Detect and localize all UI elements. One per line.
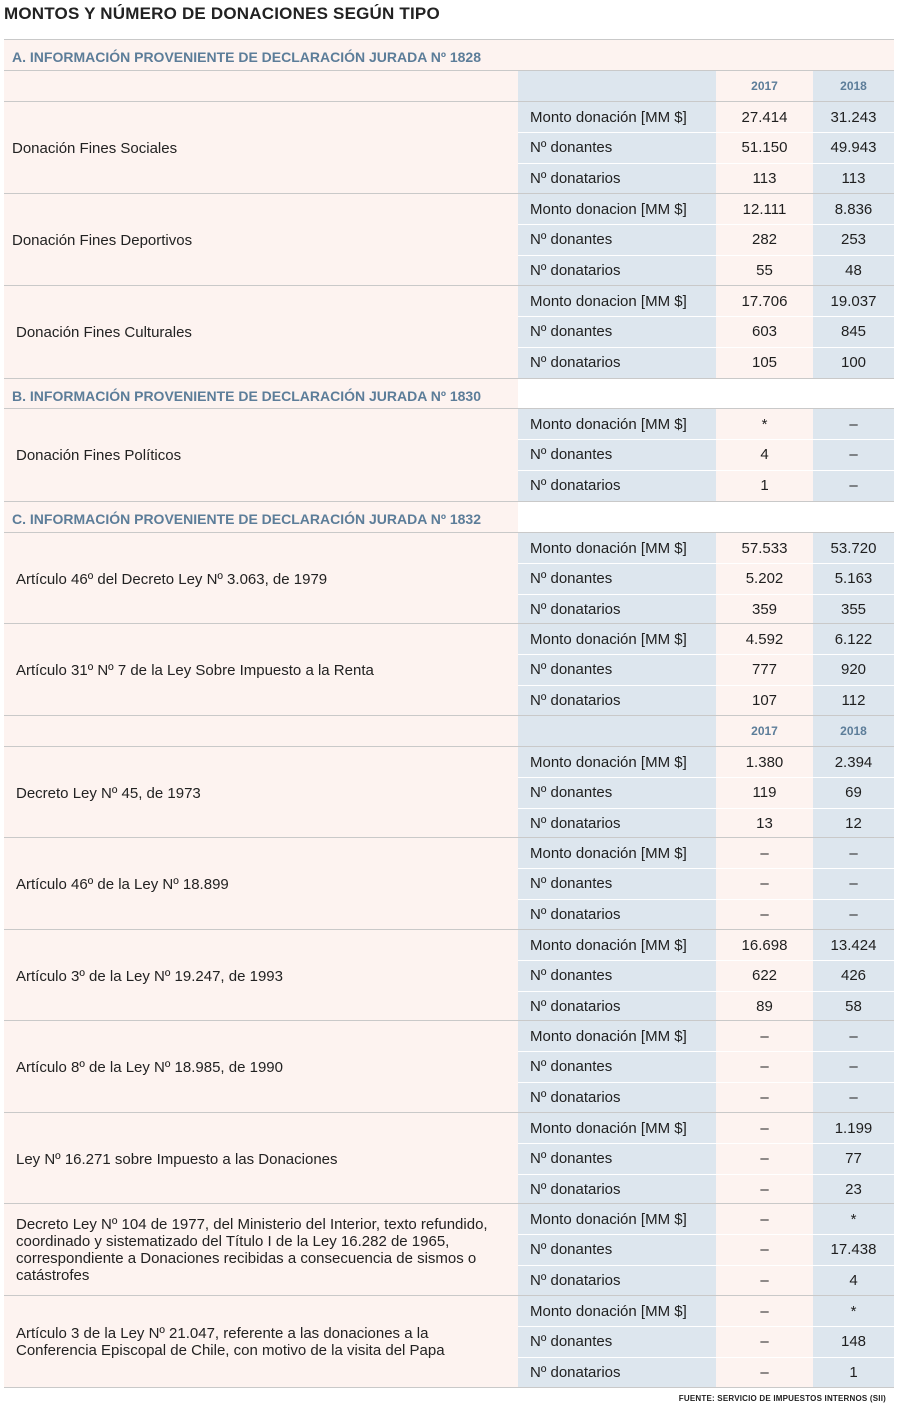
- value-2017: –: [716, 1021, 813, 1051]
- table-row: [518, 1204, 894, 1234]
- value-2018: –: [813, 1051, 894, 1082]
- year-header-metric-blank: [518, 71, 716, 102]
- table-row: [518, 685, 894, 716]
- year-2018-header: [813, 71, 894, 102]
- group-label: Artículo 31º Nº 7 de la Ley Sobre Impuesto a la Renta: [4, 624, 518, 716]
- metric-label: Nº donatarios: [518, 1265, 716, 1296]
- section-divider: [4, 1387, 894, 1388]
- value-2018: 1.199: [813, 1113, 894, 1143]
- metric-label: Monto donación [MM $]: [518, 533, 716, 563]
- table-row: [518, 1051, 894, 1082]
- table-row: [518, 1357, 894, 1388]
- value-2017: –: [716, 868, 813, 899]
- value-2018: 426: [813, 960, 894, 991]
- row-divider: [518, 470, 894, 471]
- group-label: Donación Fines Sociales: [4, 102, 518, 194]
- value-2018: –: [813, 470, 894, 501]
- year-2017-header: [716, 71, 813, 102]
- group-divider: [4, 623, 894, 624]
- table-row: [518, 594, 894, 625]
- section-b-label: B. INFORMACIÓN PROVENIENTE DE DECLARACIÓN JURADA Nº 1830: [12, 388, 481, 404]
- value-2017: 5.202: [716, 563, 813, 594]
- group-label: Decreto Ley Nº 104 de 1977, del Ministerio del Interior, texto refundido, coordinado y sistematizado del Título I de la Ley 16.282 de 1965, correspondiente a Donaciones recibidas a consecuencia de sismos o catástrofes: [4, 1204, 518, 1296]
- metric-label: Nº donatarios: [518, 899, 716, 930]
- row-divider: [518, 777, 894, 778]
- year-2018-label-mid: 2018: [840, 724, 867, 738]
- donation-group: [4, 102, 894, 194]
- metric-label: Nº donatarios: [518, 991, 716, 1022]
- table-row: [518, 654, 894, 685]
- group-label: Donación Fines Deportivos: [4, 194, 518, 286]
- table-row: [518, 163, 894, 194]
- section-header-a: [4, 40, 894, 71]
- value-2018: 17.438: [813, 1234, 894, 1265]
- value-2017: –: [716, 1204, 813, 1234]
- group-divider: [4, 1203, 894, 1204]
- metric-label: Nº donatarios: [518, 685, 716, 716]
- donation-group: [4, 838, 894, 930]
- value-2017: –: [716, 1265, 813, 1296]
- table-row: [518, 1296, 894, 1326]
- table-row: [518, 132, 894, 163]
- value-2017: 16.698: [716, 930, 813, 960]
- row-divider: [518, 132, 894, 133]
- section-c-label: C. INFORMACIÓN PROVENIENTE DE DECLARACIÓN JURADA Nº 1832: [12, 511, 481, 527]
- group-label: Donación Fines Políticos: [4, 409, 518, 501]
- value-2017: –: [716, 1143, 813, 1174]
- year-2018-label: 2018: [840, 79, 867, 93]
- group-label: Artículo 46º de la Ley Nº 18.899: [4, 838, 518, 930]
- table-row: [518, 1021, 894, 1051]
- value-2017: 55: [716, 255, 813, 286]
- group-divider: [4, 101, 894, 102]
- value-2017: –: [716, 1326, 813, 1357]
- value-2017: 622: [716, 960, 813, 991]
- table-row: [518, 316, 894, 347]
- table-row: [518, 409, 894, 439]
- value-2018: 920: [813, 654, 894, 685]
- metric-label: Monto donación [MM $]: [518, 102, 716, 132]
- value-2018: 113: [813, 163, 894, 194]
- metric-label: Monto donación [MM $]: [518, 1021, 716, 1051]
- donation-group: [4, 286, 894, 378]
- value-2018: 100: [813, 347, 894, 378]
- value-2017: 603: [716, 316, 813, 347]
- section-header-b: [4, 379, 518, 410]
- metric-label: Nº donatarios: [518, 1357, 716, 1388]
- value-2018: –: [813, 409, 894, 439]
- metric-label: Nº donatarios: [518, 594, 716, 625]
- value-2018: –: [813, 439, 894, 470]
- page-title: MONTOS Y NÚMERO DE DONACIONES SEGÚN TIPO: [4, 4, 440, 23]
- table-row: [518, 470, 894, 501]
- value-2017: 17.706: [716, 286, 813, 316]
- value-2018: 148: [813, 1326, 894, 1357]
- table-row: [518, 1113, 894, 1143]
- group-label: Artículo 46º del Decreto Ley Nº 3.063, de 1979: [4, 533, 518, 625]
- year-2017-header-mid: [716, 716, 813, 747]
- metric-label: Monto donación [MM $]: [518, 838, 716, 868]
- value-2017: –: [716, 1234, 813, 1265]
- value-2018: 845: [813, 316, 894, 347]
- value-2017: –: [716, 1174, 813, 1205]
- value-2018: 1: [813, 1357, 894, 1388]
- group-divider: [4, 532, 894, 533]
- group-divider: [4, 408, 894, 409]
- group-label: Artículo 3 de la Ley Nº 21.047, referente a las donaciones a la Conferencia Episcopal de Chile, con motivo de la visita del Papa: [4, 1296, 518, 1388]
- row-divider: [518, 1174, 894, 1175]
- row-divider: [518, 685, 894, 686]
- row-divider: [518, 563, 894, 564]
- row-divider: [518, 439, 894, 440]
- metric-label: Nº donantes: [518, 316, 716, 347]
- section-header-c: [4, 502, 518, 533]
- metric-label: Nº donantes: [518, 960, 716, 991]
- row-divider: [518, 163, 894, 164]
- metric-label: Nº donatarios: [518, 470, 716, 501]
- year-header-blank: [4, 71, 518, 102]
- value-2018: –: [813, 1021, 894, 1051]
- value-2018: 77: [813, 1143, 894, 1174]
- table-row: [518, 1234, 894, 1265]
- row-divider: [518, 255, 894, 256]
- group-label: Ley Nº 16.271 sobre Impuesto a las Donaciones: [4, 1113, 518, 1205]
- table-row: [518, 1326, 894, 1357]
- donation-group: [4, 1021, 894, 1113]
- donation-group: [4, 1113, 894, 1205]
- donation-group: [4, 624, 894, 716]
- year-header-mid: [4, 716, 894, 747]
- row-divider: [518, 1143, 894, 1144]
- metric-label: Monto donación [MM $]: [518, 1296, 716, 1326]
- value-2018: *: [813, 1204, 894, 1234]
- value-2018: 53.720: [813, 533, 894, 563]
- year-2017-label: 2017: [751, 79, 778, 93]
- table-row: [518, 777, 894, 808]
- table-row: [518, 102, 894, 132]
- value-2017: 105: [716, 347, 813, 378]
- value-2018: 12: [813, 808, 894, 839]
- table-row: [518, 624, 894, 654]
- metric-label: Monto donación [MM $]: [518, 624, 716, 654]
- row-divider: [518, 316, 894, 317]
- section-a-label: A. INFORMACIÓN PROVENIENTE DE DECLARACIÓN JURADA Nº 1828: [12, 49, 481, 65]
- group-divider: [4, 837, 894, 838]
- row-divider: [518, 347, 894, 348]
- metric-label: Nº donatarios: [518, 163, 716, 194]
- donation-group: [4, 409, 894, 501]
- row-divider: [518, 899, 894, 900]
- value-2017: –: [716, 1357, 813, 1388]
- group-divider: [4, 1295, 894, 1296]
- metric-label: Nº donantes: [518, 1051, 716, 1082]
- metric-label: Monto donación [MM $]: [518, 409, 716, 439]
- group-divider: [4, 929, 894, 930]
- row-divider: [518, 1082, 894, 1083]
- value-2018: 49.943: [813, 132, 894, 163]
- value-2017: 4.592: [716, 624, 813, 654]
- value-2018: –: [813, 1082, 894, 1113]
- row-divider: [518, 1265, 894, 1266]
- table-row: [518, 533, 894, 563]
- table-row: [518, 838, 894, 868]
- metric-label: Monto donación [MM $]: [518, 1113, 716, 1143]
- metric-label: Nº donantes: [518, 563, 716, 594]
- metric-label: Monto donación [MM $]: [518, 1204, 716, 1234]
- table-row: [518, 286, 894, 316]
- metric-label: Nº donantes: [518, 654, 716, 685]
- value-2017: 282: [716, 224, 813, 255]
- row-divider: [518, 808, 894, 809]
- value-2018: 31.243: [813, 102, 894, 132]
- donation-group: [4, 747, 894, 839]
- metric-label: Nº donantes: [518, 868, 716, 899]
- value-2017: 113: [716, 163, 813, 194]
- year-header-mid-blank: [4, 716, 518, 747]
- table-row: [518, 991, 894, 1022]
- year-2017-label-mid: 2017: [751, 724, 778, 738]
- value-2017: 1.380: [716, 747, 813, 777]
- section-divider: [4, 715, 894, 716]
- metric-label: Monto donación [MM $]: [518, 930, 716, 960]
- donation-group: [4, 533, 894, 625]
- value-2018: 69: [813, 777, 894, 808]
- metric-label: Nº donatarios: [518, 808, 716, 839]
- table-row: [518, 899, 894, 930]
- metric-label: Nº donatarios: [518, 347, 716, 378]
- value-2018: 112: [813, 685, 894, 716]
- value-2017: –: [716, 1113, 813, 1143]
- value-2018: –: [813, 838, 894, 868]
- value-2017: 12.111: [716, 194, 813, 224]
- table-row: [518, 255, 894, 286]
- row-divider: [518, 1234, 894, 1235]
- table-row: [518, 1174, 894, 1205]
- value-2017: 119: [716, 777, 813, 808]
- value-2017: 27.414: [716, 102, 813, 132]
- value-2018: 58: [813, 991, 894, 1022]
- row-divider: [518, 868, 894, 869]
- section-divider: [4, 746, 894, 747]
- value-2017: –: [716, 1296, 813, 1326]
- donation-group: [4, 1204, 894, 1296]
- group-divider: [4, 1112, 894, 1113]
- value-2018: 6.122: [813, 624, 894, 654]
- table-row: [518, 1082, 894, 1113]
- value-2017: 51.150: [716, 132, 813, 163]
- group-label: Donación Fines Culturales: [4, 286, 518, 378]
- group-label: Decreto Ley Nº 45, de 1973: [4, 747, 518, 839]
- donation-group: [4, 194, 894, 286]
- year-header-top: [4, 71, 894, 102]
- metric-label: Nº donantes: [518, 439, 716, 470]
- section-divider: [4, 39, 894, 40]
- metric-label: Nº donantes: [518, 1234, 716, 1265]
- group-label: Artículo 8º de la Ley Nº 18.985, de 1990: [4, 1021, 518, 1113]
- value-2017: –: [716, 1051, 813, 1082]
- section-divider: [4, 70, 894, 71]
- metric-label: Monto donacion [MM $]: [518, 286, 716, 316]
- value-2018: 355: [813, 594, 894, 625]
- table-row: [518, 960, 894, 991]
- value-2018: 2.394: [813, 747, 894, 777]
- year-2018-header-mid: [813, 716, 894, 747]
- row-divider: [518, 1326, 894, 1327]
- metric-label: Nº donatarios: [518, 1082, 716, 1113]
- section-divider: [4, 378, 894, 379]
- group-label: Artículo 3º de la Ley Nº 19.247, de 1993: [4, 930, 518, 1022]
- group-divider: [4, 1020, 894, 1021]
- metric-label: Nº donantes: [518, 224, 716, 255]
- value-2017: –: [716, 838, 813, 868]
- metric-label: Nº donatarios: [518, 1174, 716, 1205]
- value-2018: 253: [813, 224, 894, 255]
- row-divider: [518, 224, 894, 225]
- value-2017: 359: [716, 594, 813, 625]
- value-2018: –: [813, 868, 894, 899]
- group-divider: [4, 285, 894, 286]
- year-header-mid-metric-blank: [518, 716, 716, 747]
- donation-group: [4, 930, 894, 1022]
- donation-group: [4, 1296, 894, 1388]
- section-divider: [4, 501, 894, 502]
- value-2017: 13: [716, 808, 813, 839]
- metric-label: Nº donantes: [518, 1326, 716, 1357]
- value-2018: 19.037: [813, 286, 894, 316]
- value-2018: 8.836: [813, 194, 894, 224]
- value-2018: 5.163: [813, 563, 894, 594]
- metric-label: Monto donacion [MM $]: [518, 194, 716, 224]
- value-2017: –: [716, 899, 813, 930]
- row-divider: [518, 1357, 894, 1358]
- table-row: [518, 224, 894, 255]
- table-row: [518, 747, 894, 777]
- table-row: [518, 194, 894, 224]
- table-row: [518, 868, 894, 899]
- metric-label: Nº donantes: [518, 1143, 716, 1174]
- row-divider: [518, 1051, 894, 1052]
- table-row: [518, 930, 894, 960]
- row-divider: [518, 654, 894, 655]
- value-2017: 1: [716, 470, 813, 501]
- row-divider: [518, 594, 894, 595]
- table-row: [518, 563, 894, 594]
- value-2018: –: [813, 899, 894, 930]
- value-2017: 4: [716, 439, 813, 470]
- value-2017: 107: [716, 685, 813, 716]
- value-2017: 777: [716, 654, 813, 685]
- table-row: [518, 439, 894, 470]
- metric-label: Nº donatarios: [518, 255, 716, 286]
- value-2017: 57.533: [716, 533, 813, 563]
- metric-label: Nº donantes: [518, 777, 716, 808]
- value-2018: 13.424: [813, 930, 894, 960]
- table-row: [518, 808, 894, 839]
- row-divider: [518, 960, 894, 961]
- row-divider: [518, 991, 894, 992]
- value-2018: *: [813, 1296, 894, 1326]
- group-divider: [4, 193, 894, 194]
- table-row: [518, 1143, 894, 1174]
- value-2017: 89: [716, 991, 813, 1022]
- value-2017: *: [716, 409, 813, 439]
- value-2017: –: [716, 1082, 813, 1113]
- metric-label: Nº donantes: [518, 132, 716, 163]
- table-row: [518, 1265, 894, 1296]
- source-footnote: FUENTE: SERVICIO DE IMPUESTOS INTERNOS (SII): [678, 1394, 886, 1403]
- value-2018: 48: [813, 255, 894, 286]
- metric-label: Monto donación [MM $]: [518, 747, 716, 777]
- value-2018: 23: [813, 1174, 894, 1205]
- table-row: [518, 347, 894, 378]
- value-2018: 4: [813, 1265, 894, 1296]
